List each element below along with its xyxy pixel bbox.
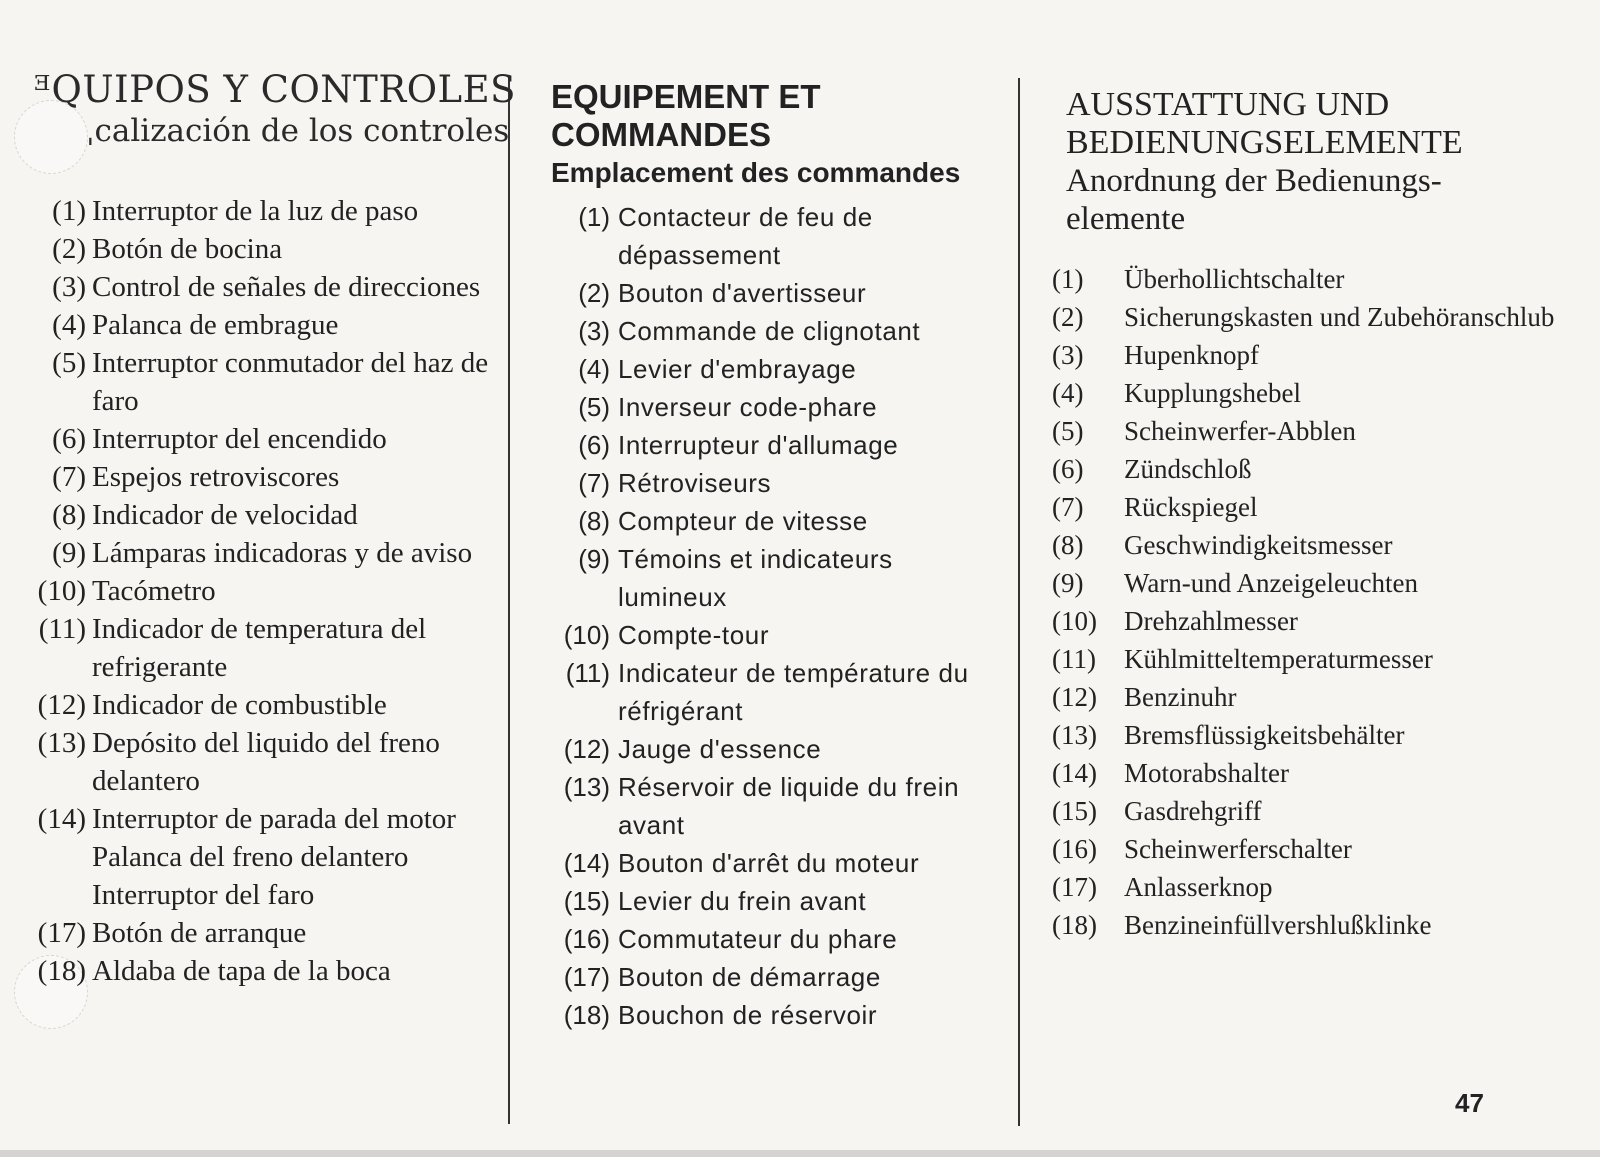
list-item — [1052, 716, 1592, 754]
list-item — [1052, 412, 1592, 450]
list-item — [538, 426, 1008, 464]
item-number: (5) — [578, 392, 610, 422]
list-item — [18, 876, 508, 914]
list-item — [538, 730, 1008, 768]
item-label: Drehzahlmesser — [1124, 606, 1298, 636]
item-label: Indicador de combustible — [92, 689, 387, 721]
item-label: Contacteur de feu de dépassement — [618, 202, 873, 270]
list-item — [18, 344, 508, 420]
item-label: Bremsflüssigkeitsbehälter — [1124, 720, 1405, 750]
list-item — [1052, 450, 1592, 488]
item-label: Botón de bocina — [92, 233, 283, 265]
list-item — [538, 616, 1008, 654]
item-label: Levier du frein avant — [618, 886, 867, 916]
item-label: Bouton d'avertisseur — [618, 278, 867, 308]
item-number: (11) — [1052, 644, 1096, 674]
item-number: (10) — [563, 620, 610, 650]
item-number: (8) — [1052, 530, 1084, 560]
list-item — [18, 686, 508, 724]
item-number: (18) — [1052, 910, 1097, 940]
item-number: (2) — [52, 233, 86, 265]
item-label: Motorabshalter — [1124, 758, 1289, 788]
list-item — [18, 306, 508, 344]
list-item — [538, 654, 1008, 730]
item-label: Indicateur de température du réfrigérant — [618, 658, 969, 726]
list-item — [18, 724, 508, 800]
item-label: Rückspiegel — [1124, 492, 1258, 522]
item-number: (8) — [52, 499, 86, 531]
list-item — [538, 198, 1008, 274]
item-number: (15) — [1052, 796, 1097, 826]
item-number: (11) — [38, 613, 86, 645]
item-number: (4) — [1052, 378, 1084, 408]
item-label: Inverseur code-phare — [618, 392, 878, 422]
list-item — [18, 610, 508, 686]
list-item — [538, 996, 1008, 1034]
spanish-controls-list — [18, 192, 508, 990]
item-number: (17) — [1052, 872, 1097, 902]
list-item — [18, 268, 508, 306]
item-label: Interruptor del encendido — [92, 423, 387, 455]
item-number: (13) — [563, 772, 610, 802]
list-item — [1052, 298, 1592, 336]
item-label: Espejos retroviscores — [92, 461, 340, 493]
list-item — [538, 312, 1008, 350]
item-number — [18, 876, 92, 914]
item-number: (9) — [1052, 568, 1084, 598]
item-label: Interruptor del faro — [92, 879, 315, 911]
page-number: 47 — [1455, 1088, 1484, 1118]
item-label: Anlasserknop — [1124, 872, 1273, 902]
item-label: Commande de clignotant — [618, 316, 921, 346]
column-divider-right — [1018, 78, 1020, 1126]
item-label: Témoins et indicateurs lumineux — [618, 544, 893, 612]
german-title: AUSSTATTUNG UND BEDIENUNGSELEMENTE — [1066, 86, 1463, 161]
list-item — [538, 882, 1008, 920]
item-label: Benzinuhr — [1124, 682, 1237, 712]
item-number: (13) — [37, 727, 86, 759]
item-number: (14) — [37, 803, 86, 835]
item-number: (12) — [1052, 682, 1097, 712]
list-item — [1052, 678, 1592, 716]
item-number: (2) — [1052, 302, 1084, 332]
item-label: Überhollichtschalter — [1124, 264, 1345, 294]
list-item — [1052, 564, 1592, 602]
french-controls-list — [538, 198, 1008, 1034]
list-item — [1052, 792, 1592, 830]
french-title: EQUIPEMENT ET COMMANDES — [551, 78, 821, 153]
item-label: Palanca del freno delantero — [92, 841, 409, 873]
item-label: Zündschloß — [1124, 454, 1252, 484]
list-item — [18, 192, 508, 230]
list-item — [18, 952, 508, 990]
item-label: Botón de arranque — [92, 917, 307, 949]
item-label: Warn-und Anzeigeleuchten — [1124, 568, 1418, 598]
item-number: (12) — [563, 734, 610, 764]
item-number: (6) — [52, 423, 86, 455]
spanish-subtitle: ˌcalización de los controles — [86, 113, 510, 149]
item-label: Interruptor de la luz de paso — [92, 195, 419, 227]
item-number: (9) — [578, 544, 610, 574]
item-label: Interrupteur d'allumage — [618, 430, 899, 460]
item-label: Lámparas indicadoras y de aviso — [92, 537, 473, 569]
german-controls-list — [1052, 260, 1592, 944]
item-number: (2) — [578, 278, 610, 308]
list-item — [18, 420, 508, 458]
item-number: (5) — [1052, 416, 1084, 446]
item-label: Palanca de embrague — [92, 309, 339, 341]
item-number: (18) — [563, 1000, 610, 1030]
item-number: (10) — [1052, 606, 1097, 636]
item-label: Bouton de démarrage — [618, 962, 881, 992]
item-label: Réservoir de liquide du frein avant — [618, 772, 960, 840]
item-number: (8) — [578, 506, 610, 536]
item-number: (5) — [52, 347, 86, 379]
list-item — [1052, 374, 1592, 412]
list-item — [538, 350, 1008, 388]
item-number: (10) — [37, 575, 86, 607]
item-label: Aldaba de tapa de la boca — [92, 955, 391, 987]
item-number: (17) — [37, 917, 86, 949]
list-item — [538, 768, 1008, 844]
list-item — [538, 844, 1008, 882]
item-label: Jauge d'essence — [618, 734, 822, 764]
item-label: Kühlmitteltemperaturmesser — [1124, 644, 1433, 674]
item-number: (13) — [1052, 720, 1097, 750]
item-label: Commutateur du phare — [618, 924, 898, 954]
item-number: (1) — [52, 195, 86, 227]
list-item — [1052, 640, 1592, 678]
item-number: (12) — [37, 689, 86, 721]
item-label: Indicador de velocidad — [92, 499, 358, 531]
list-item — [1052, 830, 1592, 868]
list-item — [18, 800, 508, 838]
item-number: (6) — [578, 430, 610, 460]
item-label: Indicador de temperatura del refrigerante — [92, 613, 427, 683]
item-number: (6) — [1052, 454, 1084, 484]
column-divider-left — [508, 78, 510, 1124]
item-label: Levier d'embrayage — [618, 354, 857, 384]
list-item — [1052, 754, 1592, 792]
german-subtitle: Anordnung der Bedienungs-elemente — [1066, 163, 1442, 237]
item-number: (4) — [578, 354, 610, 384]
list-item — [18, 230, 508, 268]
item-number: (14) — [1052, 758, 1097, 788]
item-number: (14) — [563, 848, 610, 878]
item-number: (3) — [1052, 340, 1084, 370]
item-number: (1) — [1052, 264, 1084, 294]
list-item — [538, 958, 1008, 996]
item-label: Compte-tour — [618, 620, 770, 650]
list-item — [538, 388, 1008, 426]
item-label: Hupenknopf — [1124, 340, 1259, 370]
page-bottom-edge — [0, 1150, 1600, 1157]
item-label: Benzineinfüllvershlußklinke — [1124, 910, 1432, 940]
french-subtitle: Emplacement des commandes — [551, 157, 961, 188]
item-label: Tacómetro — [92, 575, 216, 607]
binder-hole-top — [14, 100, 88, 174]
spanish-title: ᴲQUIPOS Y CONTROLES — [34, 68, 516, 111]
item-number: (3) — [578, 316, 610, 346]
item-number: (16) — [563, 924, 610, 954]
item-number: (17) — [563, 962, 610, 992]
list-item — [1052, 488, 1592, 526]
list-item — [18, 572, 508, 610]
item-label: Control de señales de direcciones — [92, 271, 481, 303]
list-item — [538, 540, 1008, 616]
list-item — [18, 838, 508, 876]
item-number — [18, 838, 92, 876]
item-number: (3) — [52, 271, 86, 303]
list-item — [18, 496, 508, 534]
item-number: (16) — [1052, 834, 1097, 864]
item-label: Compteur de vitesse — [618, 506, 868, 536]
list-item — [1052, 602, 1592, 640]
item-label: Bouton d'arrêt du moteur — [618, 848, 920, 878]
item-number: (18) — [37, 955, 86, 987]
list-item — [18, 914, 508, 952]
item-number: (4) — [52, 309, 86, 341]
item-label: Bouchon de réservoir — [618, 1000, 878, 1030]
item-number: (7) — [52, 461, 86, 493]
item-label: Scheinwerferschalter — [1124, 834, 1352, 864]
list-item — [1052, 260, 1592, 298]
item-number: (9) — [52, 537, 86, 569]
item-label: Kupplungshebel — [1124, 378, 1301, 408]
list-item — [18, 458, 508, 496]
item-label: Depósito del liquido del freno delantero — [92, 727, 440, 797]
item-label: Gasdrehgriff — [1124, 796, 1262, 826]
list-item — [1052, 336, 1592, 374]
item-label: Rétroviseurs — [618, 468, 772, 498]
item-number: (7) — [1052, 492, 1084, 522]
list-item — [538, 502, 1008, 540]
item-label: Scheinwerfer-Abblen — [1124, 416, 1356, 446]
item-label: Sicherungskasten und Zubehöranschlub — [1124, 302, 1555, 332]
item-number: (1) — [578, 202, 610, 232]
item-number: (7) — [578, 468, 610, 498]
item-label: Interruptor de parada del motor — [92, 803, 456, 835]
item-label: Interruptor conmutador del haz de faro — [92, 347, 489, 417]
item-number: (11) — [565, 658, 610, 688]
list-item — [1052, 526, 1592, 564]
item-number: (15) — [563, 886, 610, 916]
list-item — [18, 534, 508, 572]
list-item — [538, 274, 1008, 312]
list-item — [538, 464, 1008, 502]
list-item — [1052, 906, 1592, 944]
list-item — [538, 920, 1008, 958]
list-item — [1052, 868, 1592, 906]
item-label: Geschwindigkeitsmesser — [1124, 530, 1393, 560]
